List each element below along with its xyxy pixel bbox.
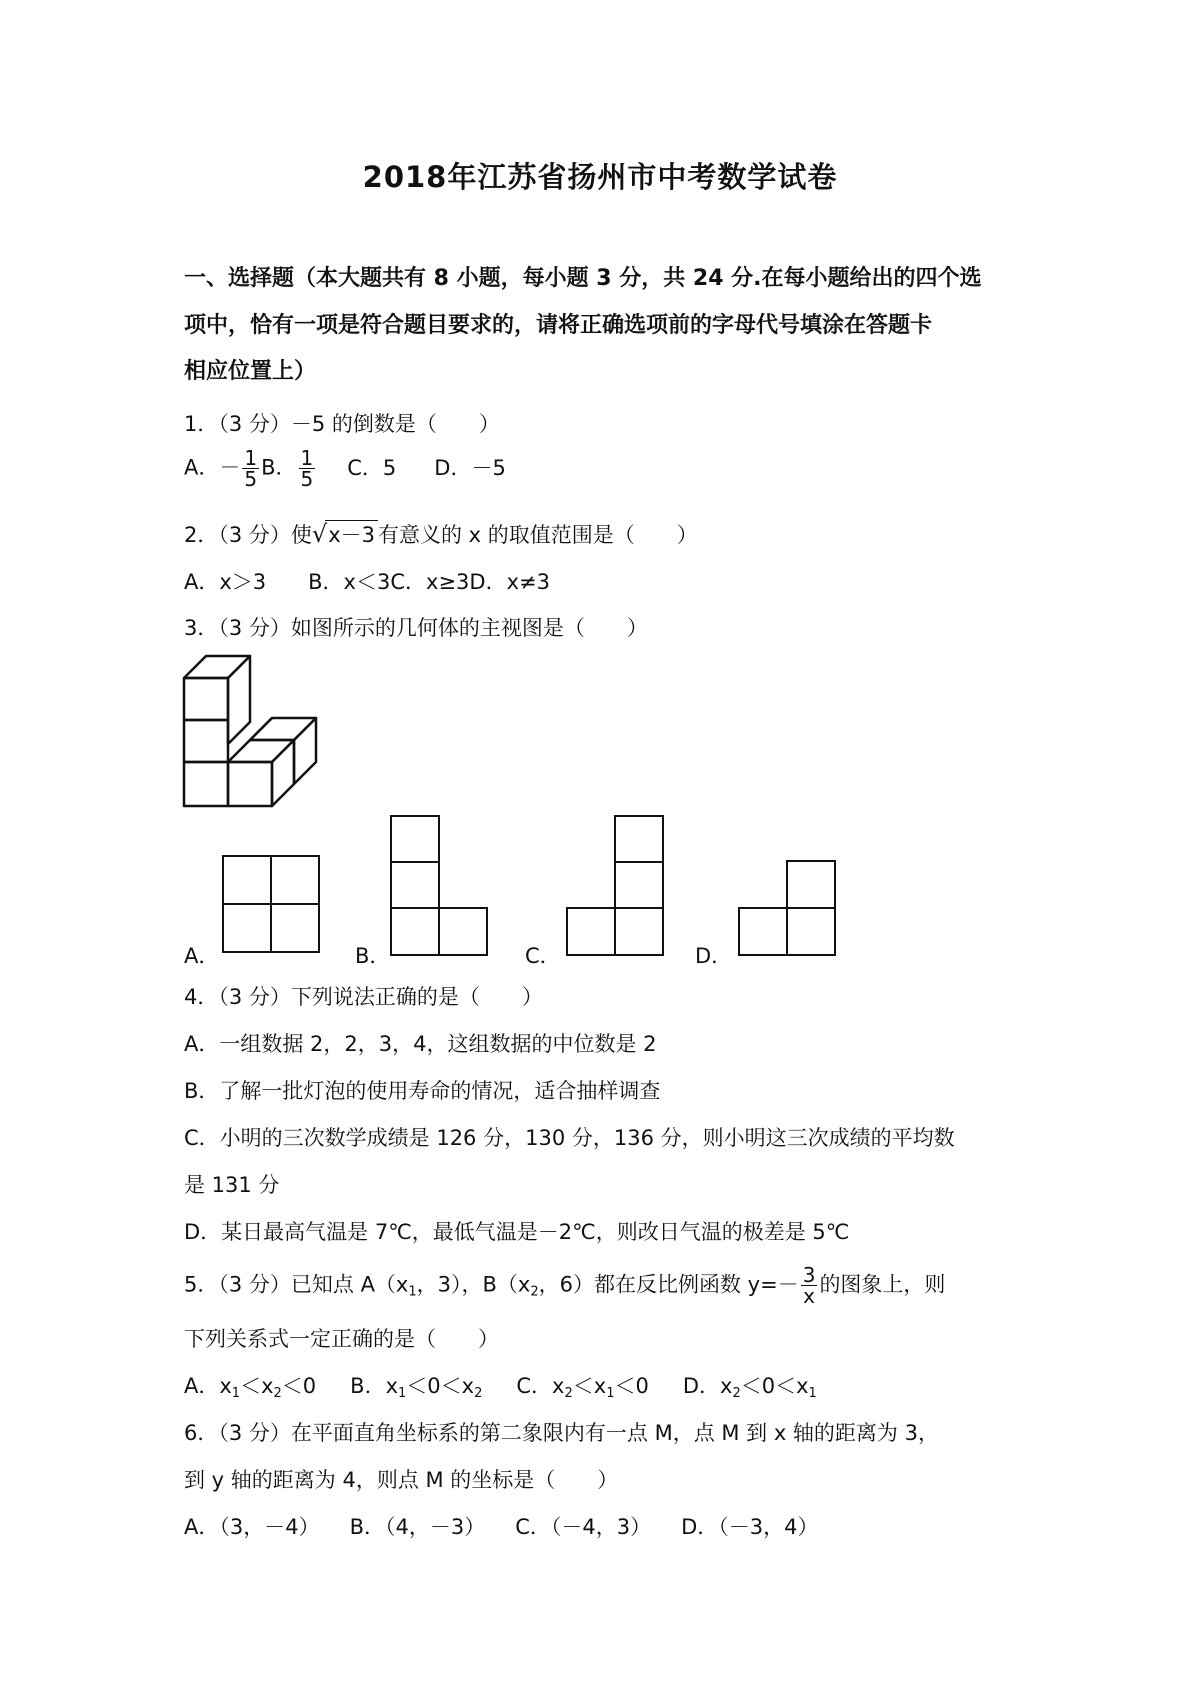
q1-b-denominator: 5 [300, 467, 314, 491]
q5-stem-line-1 [184, 1265, 945, 1307]
section-heading-line-2: 项中，恰有一项是符合题目要求的，请将正确选项前的字母代号填涂在答题卡 [184, 313, 933, 338]
section-heading-line-3: 相应位置上） [184, 359, 317, 384]
q6-stem-line-2: 到 y 轴的距离为 4，则点 M 的坐标是（ ） [184, 1468, 619, 1492]
q6-option-a: A．（3，－4） [184, 1515, 320, 1539]
q1-a-numerator: 1 [244, 446, 258, 470]
q5-option-a: A．$x_1<x_2<0$ [184, 1374, 317, 1401]
q5-stem-part-4: 的图象上，则 [819, 1272, 946, 1297]
q3-option-d-label: D． [695, 944, 733, 968]
q1-option-b-fraction [299, 448, 316, 489]
q4-option-b: B．了解一批灯泡的使用寿命的情况，适合抽样调查 [184, 1079, 661, 1103]
q2-stem-suffix: 有意义的 x 的取值范围是（ ） [378, 523, 698, 547]
q3-solid-figure [180, 650, 330, 810]
q1-option-a-prefix: A．－ [184, 455, 241, 480]
q6-stem-line-1: 6．（3 分）在平面直角坐标系的第二象限内有一点 M，点 M 到 x 轴的距离为 3， [184, 1421, 939, 1445]
q6-option-b: B．（4，－3） [349, 1515, 486, 1539]
q5-stem-part-3: ，6）都在反比例函数 y=－ [538, 1272, 799, 1297]
q5-stem-part-2: ，3），B（x [416, 1272, 531, 1297]
q1-option-c: C．5 [347, 455, 397, 480]
q3-option-b-label: B． [355, 944, 391, 968]
q1-options [184, 448, 506, 489]
page-title: 2018年江苏省扬州市中考数学试卷 [362, 160, 838, 194]
q4-option-d: D．某日最高气温是 7℃，最低气温是－2℃，则改日气温的极差是 5℃ [184, 1220, 850, 1244]
q5-stem-part-1: 5．（3 分）已知点 A（x [184, 1272, 409, 1297]
q6-options [184, 1513, 819, 1541]
q5-fraction [801, 1265, 818, 1306]
q3-option-a-label: A． [184, 944, 220, 968]
q6-option-c: C．（－4，3） [515, 1515, 652, 1539]
q5-option-c: C．$x_2<x_1<0$ [516, 1374, 649, 1401]
q5-fraction-denominator: x [803, 1284, 815, 1308]
q1-a-denominator: 5 [244, 467, 258, 491]
q4-stem: 4．（3 分）下列说法正确的是（ ） [184, 985, 543, 1009]
q2-options: A．x＞3 B．x＜3C．x≥3D．x≠3 [184, 570, 550, 594]
q1-option-a-fraction [242, 448, 259, 489]
sqrt-icon: √ [311, 520, 328, 548]
q1-stem: 1．（3 分）－5 的倒数是（ ） [184, 412, 500, 436]
q3-option-c-label: C． [525, 944, 561, 968]
q3-stem: 3．（3 分）如图所示的几何体的主视图是（ ） [184, 616, 648, 640]
q5-subscript-2: 2 [530, 1284, 539, 1300]
q5-option-b: B．$x_1<0<x_2$ [350, 1374, 483, 1401]
q5-options [184, 1372, 817, 1408]
q5-fraction-numerator: 3 [802, 1263, 816, 1287]
q6-option-d: D．（－3，4） [681, 1515, 819, 1539]
q1-option-d: D．－5 [434, 455, 506, 480]
q3-option-a-figure [222, 855, 322, 955]
q5-option-d: D．$x_2<0<x_1$ [682, 1374, 817, 1401]
q2-stem [184, 520, 698, 549]
q2-radicand: x－3 [325, 520, 378, 549]
q5-subscript-1: 1 [408, 1284, 417, 1300]
q3-option-b-figure [390, 815, 490, 957]
q1-b-numerator: 1 [300, 446, 314, 470]
q4-option-c-line-1: C．小明的三次数学成绩是 126 分，130 分，136 分，则小明这三次成绩的平均数 [184, 1126, 955, 1150]
section-heading-line-1: 一、选择题（本大题共有 8 小题，每小题 3 分，共 24 分.在每小题给出的四个选 [184, 266, 982, 291]
q2-stem-prefix: 2．（3 分）使 [184, 523, 312, 547]
q4-option-c-line-2: 是 131 分 [184, 1173, 280, 1197]
q5-stem-line-2: 下列关系式一定正确的是（ ） [184, 1327, 499, 1351]
q3-option-c-figure [566, 815, 666, 957]
q1-option-b-prefix: B． [261, 455, 297, 480]
q4-option-a: A．一组数据 2，2，3，4，这组数据的中位数是 2 [184, 1032, 657, 1056]
q3-option-d-figure [738, 860, 838, 957]
